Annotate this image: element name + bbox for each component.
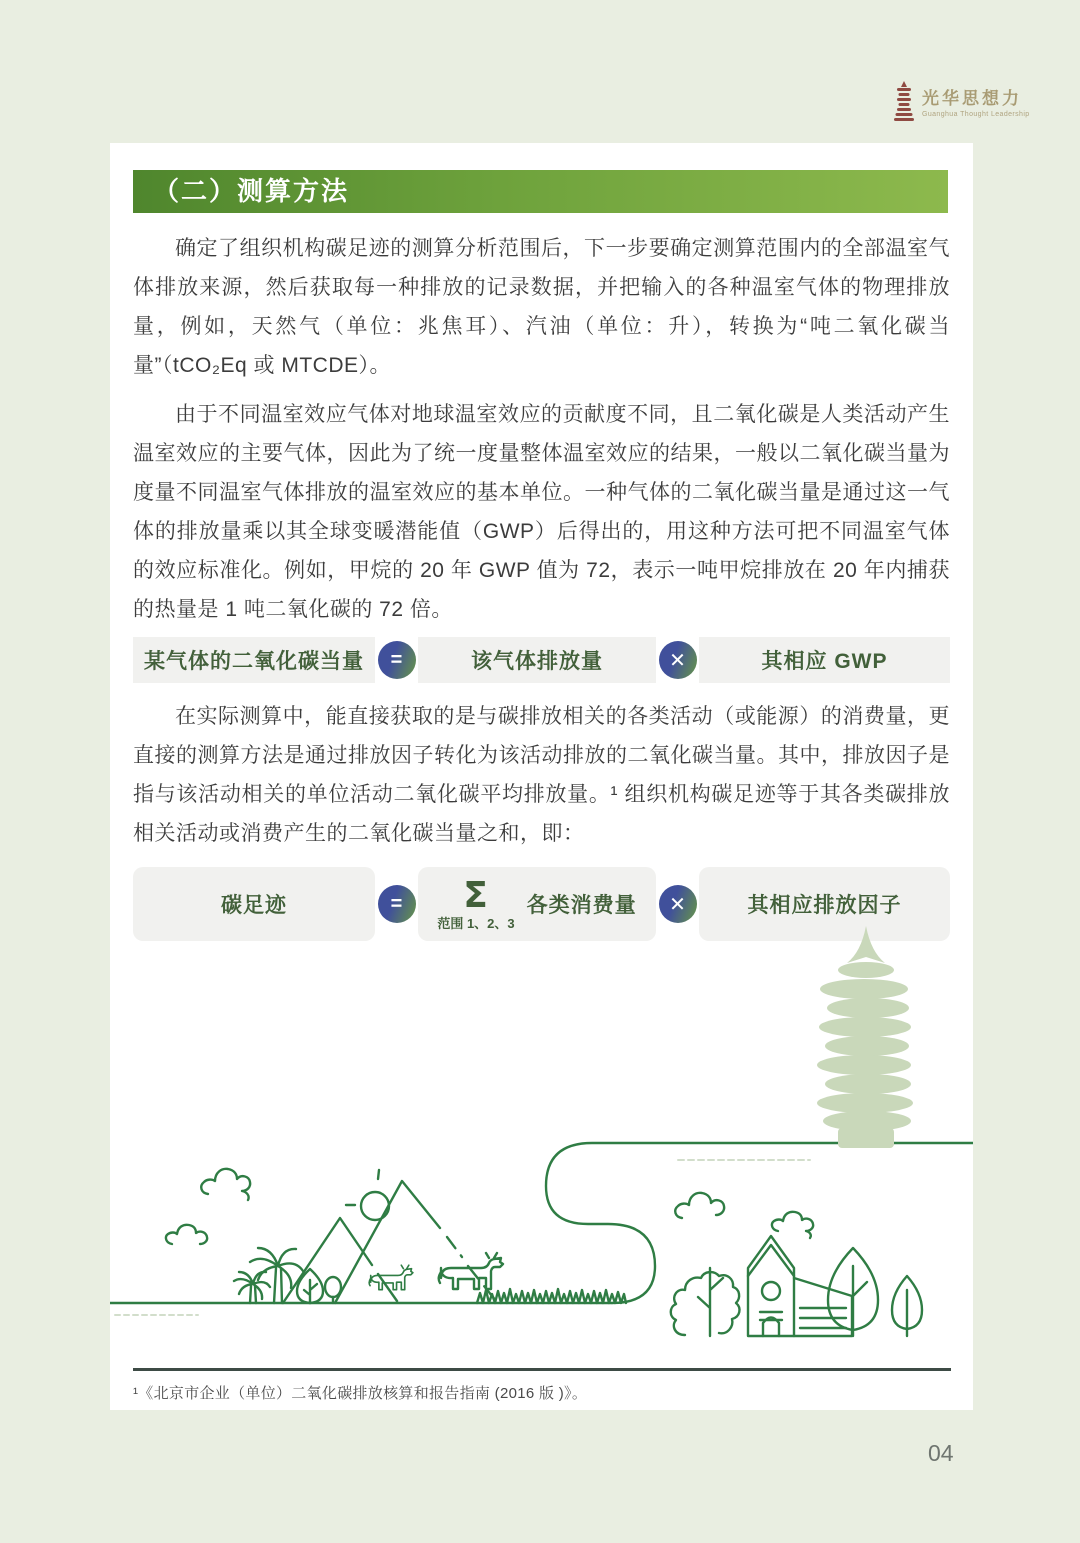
sun-icon <box>346 1170 389 1220</box>
cloud-icon <box>675 1193 724 1218</box>
footnote-divider <box>133 1368 951 1371</box>
paragraph-3: 在实际测算中，能直接获取的是与碳排放相关的各类活动（或能源）的消费量，更直接的测算方法是通过排放因子转化为该活动排放的二氧化碳当量。其中，排放因子是指与该活动相关的单位活动二氧化碳平均排放量。¹ 组织机构碳足迹等于其各类碳排放相关活动或消费产生的二氧化碳当量之和，即： <box>133 705 950 845</box>
sigma-symbol: Σ <box>463 875 489 916</box>
equals-icon: = <box>378 641 416 679</box>
cloud-icon <box>166 1225 207 1244</box>
grass-icon <box>477 1289 626 1303</box>
formula1-term-right: 其相应 GWP <box>699 637 950 683</box>
formula1-term-middle: 该气体排放量 <box>418 637 656 683</box>
tree-icon <box>892 1276 922 1336</box>
tree-icon <box>325 1277 341 1303</box>
bush-tree-icon <box>671 1268 740 1336</box>
sigma-scope-label: 范围 1、2、3 <box>437 916 515 931</box>
pagoda-mark-icon <box>893 80 915 122</box>
formula2-term-right: 其相应排放因子 <box>699 867 950 941</box>
logo-subtitle: Guanghua Thought Leadership <box>922 111 1030 118</box>
footnote-text: ¹《北京市企业（单位）二氧化碳排放核算和报告指南 (2016 版 )》。 <box>133 1385 588 1402</box>
formula2-term-left: 碳足迹 <box>133 867 375 941</box>
paragraph-1: 确定了组织机构碳足迹的测算分析范围后，下一步要确定测算范围内的全部温室气体排放来源，然后获取每一种排放的记录数据，并把输入的各种温室气体的物理排放量，例如，天然气（单位：兆焦耳）、汽油（单位：升），转换为“吨二氧化碳当量”（tCO₂Eq 或 MTCDE）。 <box>133 237 950 377</box>
logo-title: 光华思想力 <box>922 89 1022 109</box>
section-header-banner <box>133 170 948 213</box>
brand-logo <box>893 80 1030 122</box>
cow-icon <box>369 1265 413 1289</box>
multiply-icon: ✕ <box>659 885 697 923</box>
landscape-illustration <box>110 918 973 1348</box>
cloud-icon <box>772 1212 813 1238</box>
page-number: 04 <box>928 1440 954 1466</box>
formula1-term-left: 某气体的二氧化碳当量 <box>133 637 375 683</box>
content-card <box>110 143 973 1410</box>
palm-tree-icon <box>234 1272 270 1303</box>
multiply-icon: ✕ <box>659 641 697 679</box>
equals-icon: = <box>378 885 416 923</box>
pagoda-icon <box>817 926 913 1148</box>
cloud-icon <box>201 1169 250 1200</box>
section-title: （二）测算方法 <box>153 176 350 206</box>
tower-building-icon <box>748 1236 794 1336</box>
paragraph-2: 由于不同温室效应气体对地球温室效应的贡献度不同，且二氧化碳是人类活动产生温室效应的主要气体，因此为了统一度量整体温室效应的结果，一般以二氧化碳当量为度量不同温室气体排放的温室效应的基本单位。一种气体的二氧化碳当量是通过这一气体的排放量乘以其全球变暖潜能值（GWP）后得出的，用这种方法可把不同温室气体的效应标准化。例如，甲烷的 20 年 GWP 值为 72，表示一吨甲烷排放在 20 年内捕获的热量是 1 吨二氧化碳的 72 倍。 <box>133 403 950 621</box>
tree-icon <box>297 1269 323 1303</box>
formula2-middle-label: 各类消费量 <box>526 894 637 917</box>
formula-gwp-equation <box>133 637 950 683</box>
